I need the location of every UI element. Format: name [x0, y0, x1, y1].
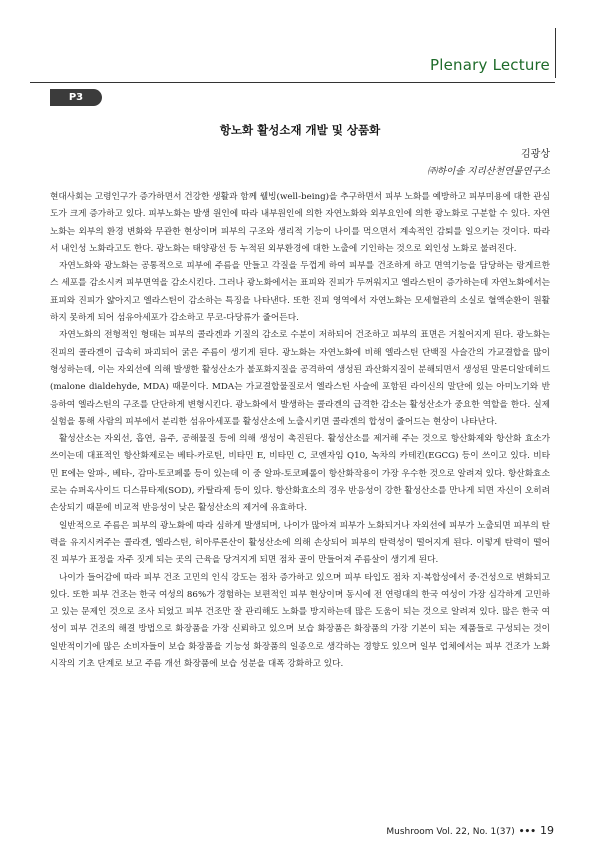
page-footer — [386, 824, 554, 837]
footer-dots: ••• — [518, 827, 536, 837]
paragraph-3: 자연노화의 전형적인 형태는 피부의 콜라겐과 기질의 감소로 수분이 저하되어 건조하고 피부의 표면은 거칠어지게 된다. 광노화는 진피의 콜라겐이 급속히 파괴되어 굵은 주름이 생기게 된다. 광노화는 자연노화에 비해 엘라스틴 단백질 사슬간의 가교결합을 많이 형성하는데, 이는 자외선에 의해 발생한 활성산소가 불포화지질을 공격하여 생성된 과산화지질이 분해되면서 생성된 말론디알데히드(malone dialdehyde, MDA) 때문이다. MDA는 가교결합물질로서 엘라스틴 사슬에 포함된 라이신의 말단에 있는 아미노기와 반응하여 엘라스틴의 구조를 단단하게 변형시킨다. 광노화에서 발생하는 콜라겐의 급격한 감소는 활성산소가 중요한 역할을 한다. 실제 실험을 통해 사람의 피부에서 분리한 섬유아세포를 활성산소에 노출시키면 콜라겐의 합성이 줄어드는 현상이 나타난다. — [50, 330, 550, 427]
author-name: 김광상 — [521, 149, 550, 160]
body-text — [50, 189, 550, 673]
author-affiliation: ㈜하이솔 지리산천연물연구소 — [427, 166, 550, 177]
header-divider-horizontal — [30, 82, 555, 83]
paper-number-badge: P3 — [50, 89, 102, 106]
paragraph-4: 활성산소는 자외선, 흡연, 음주, 공해물질 등에 의해 생성이 촉진된다. 활성산소를 제거해 주는 것으로 항산화제와 항산화 효소가 쓰이는데 대표적인 항산화제로는 베타-카로틴, 비타민 E, 비타민 C, 코엔자임 Q10, 녹차의 카테킨(EGCG) 등이 쓰이고 있다. 비타민 E에는 알파-, 베타-, 감마-토코페롤 등이 있는데 이 중 알파-토코페롤이 항산화작용이 가장 우수한 것으로 알려져 있다. 항산화효소로는 슈퍼옥사이드 디스뮤타제(SOD), 카탈라제 등이 있다. 항산화효소의 경우 반응성이 강한 활성산소를 만나게 되면 자신이 오히려 손상되기 때문에 비교적 반응성이 낮은 활성산소의 제거에 유효하다. — [50, 434, 550, 514]
paragraph-5: 일반적으로 주름은 피부의 광노화에 따라 심하게 발생되며, 나이가 많아져 피부가 노화되거나 자외선에 피부가 노출되면 피부의 탄력을 유지시켜주는 콜라겐, 엘라스틴, 히아루론산이 활성산소에 의해 손상되어 피부의 탄력성이 떨어지게 된다. 이렇게 탄력이 떨어진 피부가 표정을 자주 짓게 되는 곳의 근육을 당겨지게 되면 점차 골이 만들어져 주름살이 생기게 된다. — [50, 520, 550, 566]
journal-citation: Mushroom Vol. 22, No. 1(37) — [386, 827, 515, 837]
paragraph-1: 현대사회는 고령인구가 증가하면서 건강한 생활과 함께 웰빙(well-being)을 추구하면서 피부 노화를 예방하고 피부미용에 대한 관심도가 크게 증가하고 있다. 피부노화는 발생 원인에 따라 내부원인에 의한 자연노화와 외부요인에 의한 광노화로 구분할 수 있다. 자연노화는 외부의 환경 변화와 무관한 현상이며 피부의 구조와 생리적 기능이 나이를 먹으면서 계속적인 감퇴를 일으키는 것이다. 따라서 내인성 노화라고도 한다. 광노화는 태양광선 등 누적된 외부환경에 대한 노출에 기인하는 것으로 외인성 노화로 불려진다. — [50, 192, 550, 254]
page-number: 19 — [540, 824, 554, 837]
section-label: Plenary Lecture — [430, 56, 550, 74]
header-divider-vertical — [555, 28, 556, 78]
paragraph-2: 자연노화와 광노화는 공통적으로 피부에 주름을 만들고 각질을 두껍게 하여 피부를 건조하게 하고 면역기능을 담당하는 랑게르한스 세포를 감소시켜 피부면역을 감소시킨다. 그러나 광노화에서는 표피와 진피가 두꺼워지고 엘라스틴이 증가하는데 자연노화에서는 표피와 진피가 얇아지고 엘라스틴이 감소하는 특징을 나타낸다. 또한 진피 영역에서 자연노화는 모세혈관의 소실로 혈액순환이 원활하지 못하게 되어 섬유아세포가 감소하고 무코-다당류가 줄어든다. — [50, 261, 550, 324]
paragraph-6: 나이가 들어감에 따라 피부 건조 고민의 인식 강도는 점차 증가하고 있으며 피부 타입도 점차 지·복합성에서 중·건성으로 변화되고 있다. 또한 피부 건조는 한국 여성의 86%가 경험하는 보편적인 피부 현상이며 동시에 전 연령대의 한국 여성이 가장 심각하게 고민하고 있는 문제인 것으로 조사 되었고 피부 건조만 잘 관리해도 노화를 방지하는데 많은 도움이 되는 것으로 알려져 있다. 많은 한국 여성이 피부 건조의 해결 방법으로 화장품을 가장 신뢰하고 있으며 보습 화장품은 화장품의 가장 기본이 되는 제품들로 구성되는 것이 일반적이기에 많은 소비자들이 보습 화장품을 기능성 화장품의 일종으로 생각하는 경향도 있으며 일부 업체에서는 피부 건조가 노화 시작의 기초 단계로 보고 주름 개선 화장품에 보습 성분을 대폭 강화하고 있다. — [50, 572, 550, 670]
paper-title: 항노화 활성소재 개발 및 상품화 — [219, 123, 381, 137]
